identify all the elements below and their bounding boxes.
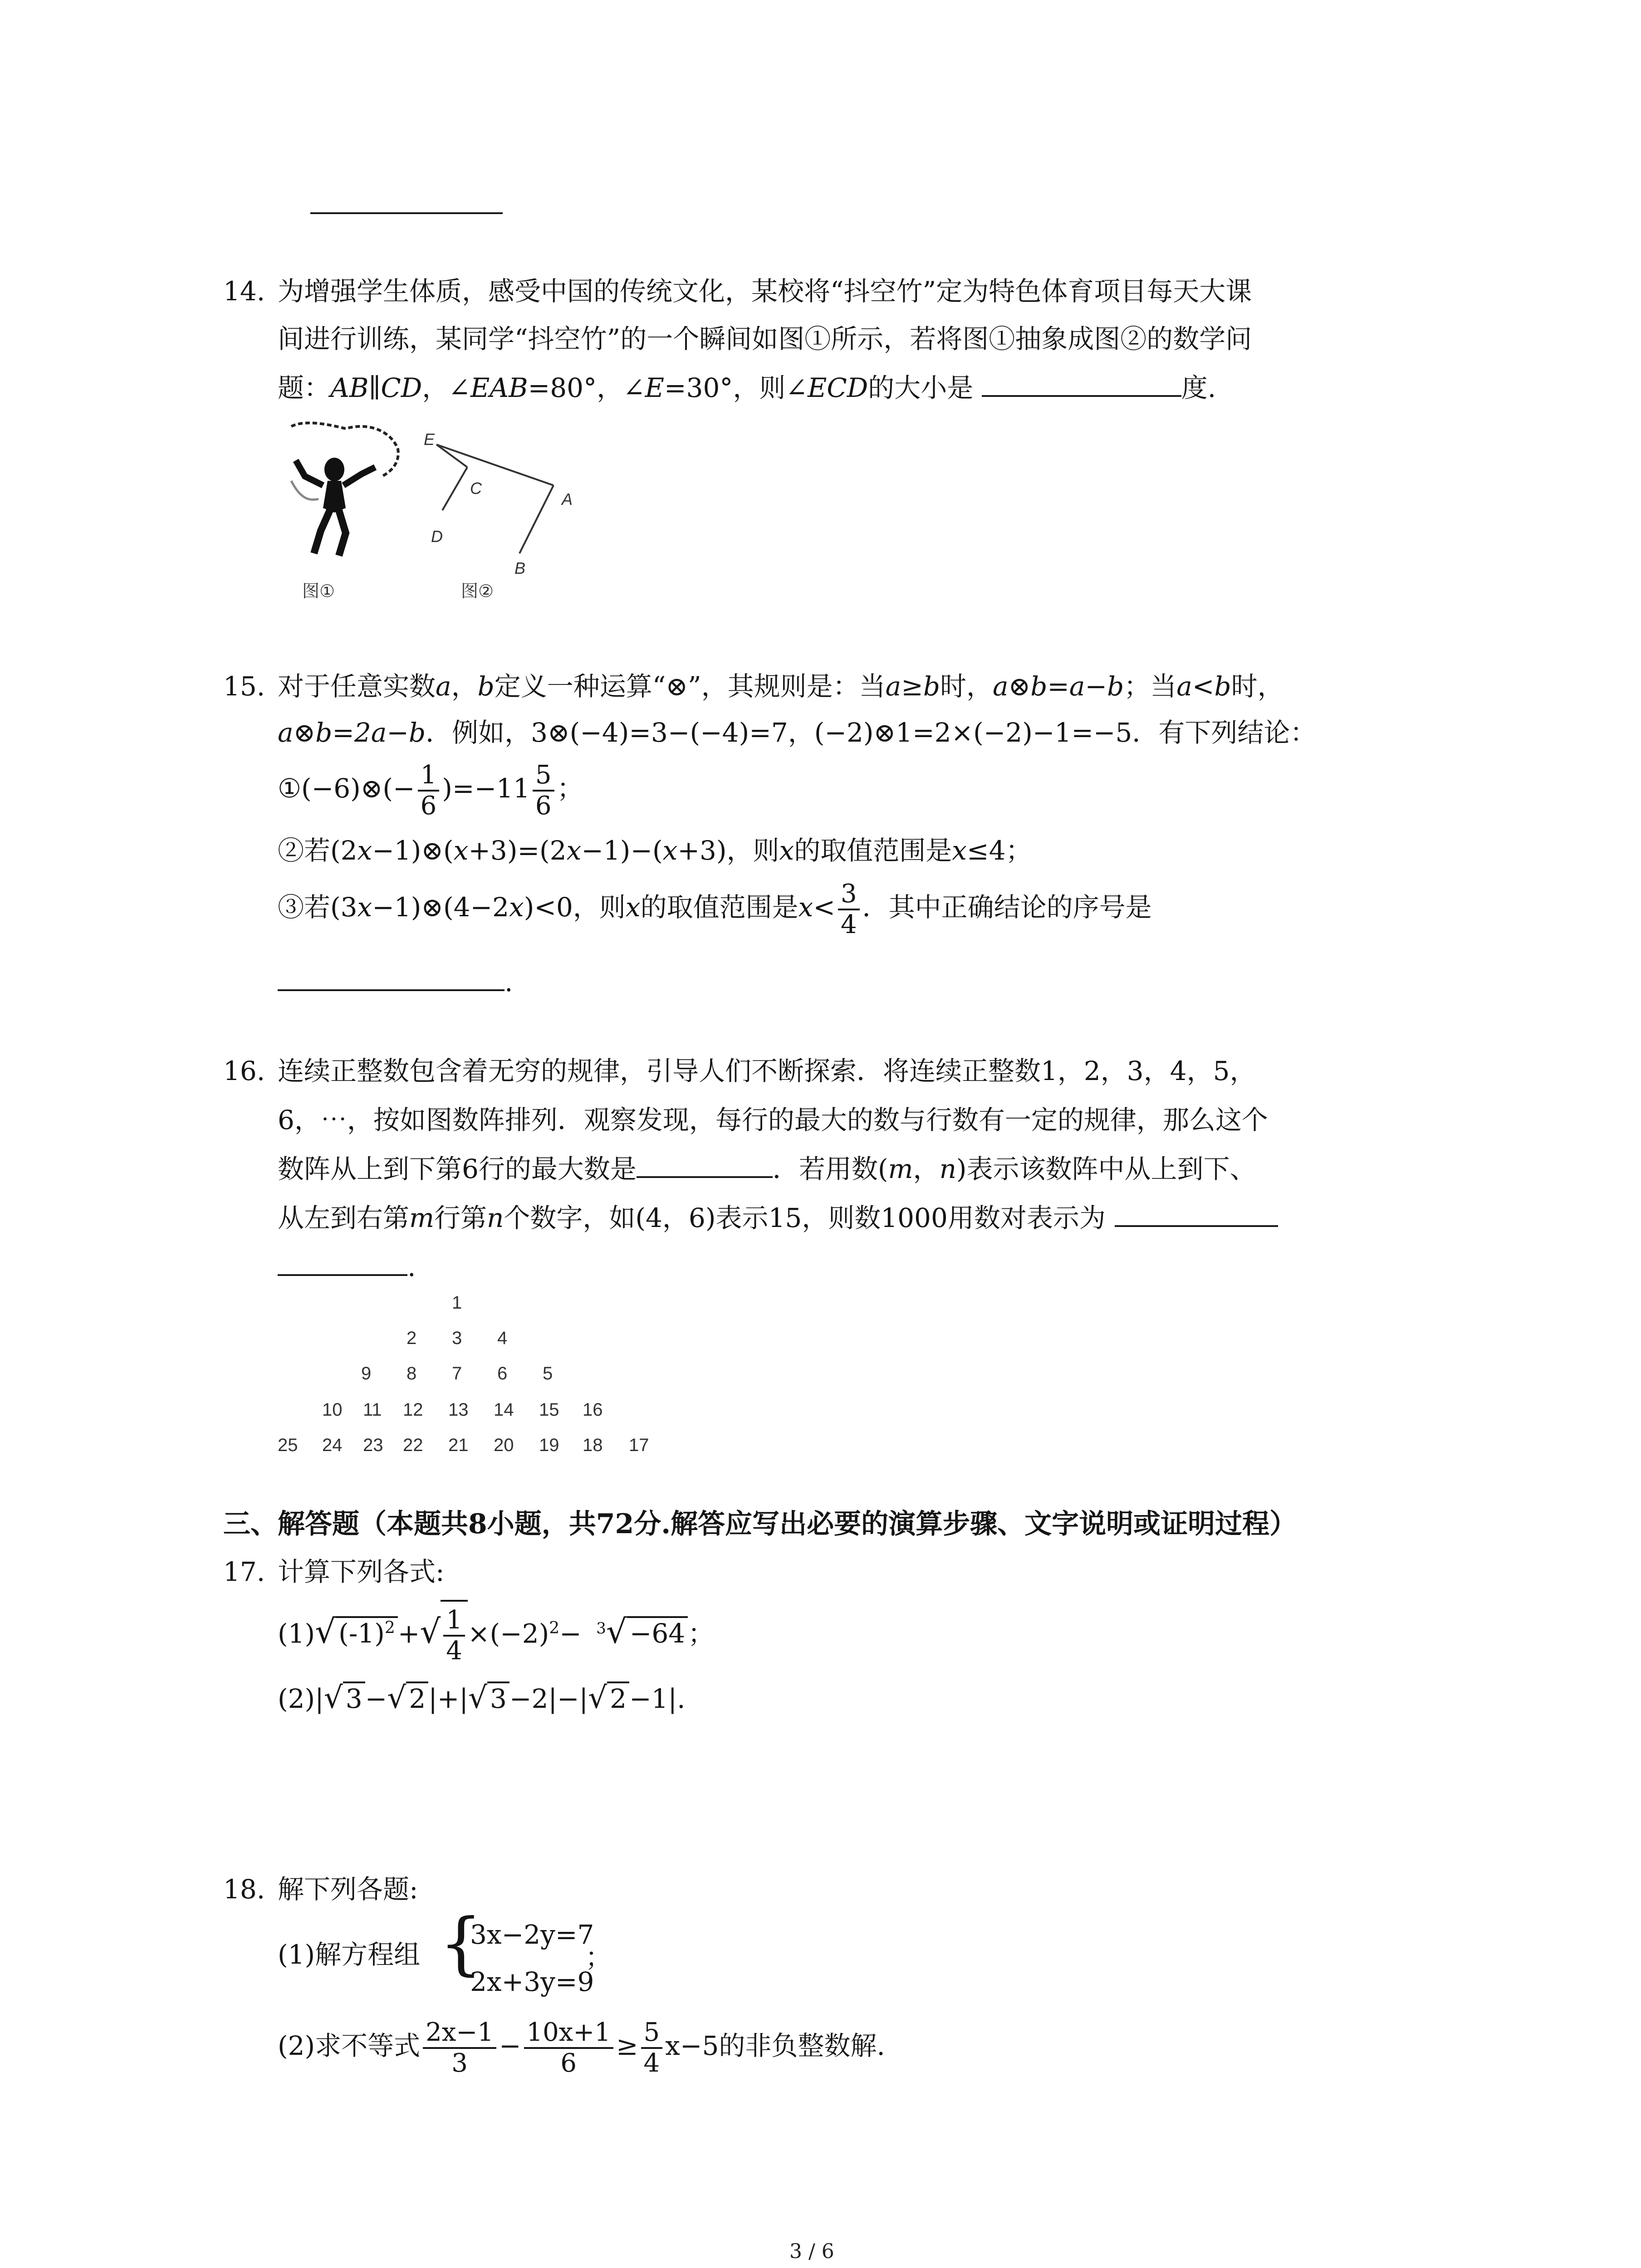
- q14-answer-blank: [982, 395, 1181, 397]
- array-cell: 12: [403, 1400, 423, 1420]
- q17-part-1: (1)√ $(-1)^2$ +√ $\frac{1}{4}$ $\times(-2)^2- ^3√ -64$ ；: [278, 1597, 714, 1666]
- array-cell: 14: [494, 1400, 514, 1420]
- q17-number: 17.: [223, 1556, 265, 1587]
- array-cell: 23: [363, 1435, 383, 1455]
- q15-answer-line: .: [278, 969, 513, 995]
- q16-answer-blank-2b: [278, 1274, 407, 1276]
- q17-part-2: (2)|√ 3 −√ 2 |+|√ 3 −2|−|√ 2 −1|.: [278, 1680, 686, 1715]
- q14-number: 14.: [223, 276, 265, 307]
- array-cell: 16: [583, 1400, 603, 1420]
- array-cell: 1: [452, 1293, 462, 1313]
- array-cell: 21: [448, 1435, 469, 1455]
- q18-part-1-end: ；: [585, 1942, 612, 1973]
- q14-point-A: A: [562, 490, 573, 508]
- array-cell: 17: [629, 1435, 649, 1455]
- q16-answer-blank-1: [637, 1176, 773, 1178]
- array-cell: 19: [539, 1435, 559, 1455]
- q14-line1: 为增强学生体质，感受中国的传统文化，某校将“抖空竹”定为特色体育项目每天大课: [278, 276, 1252, 307]
- array-cell: 5: [543, 1364, 553, 1383]
- q15-number: 15.: [223, 671, 265, 702]
- page-number: 3 / 6: [789, 2240, 834, 2263]
- q16-number: 16.: [223, 1056, 265, 1086]
- q15-conclusion-1: ①(−6)⊗(− $\frac{1}{6}$ )=−11 $\frac{5}{6}$ ；: [278, 760, 583, 821]
- q15-line2: a⊗b=2a−b．例如，3⊗(−4)=3−(−4)=7，(−2)⊗1=2×(−2)−1=−5．有下列结论：: [278, 717, 1317, 748]
- q14-point-D: D: [431, 527, 443, 546]
- q16-number-array: [278, 1293, 668, 1465]
- q18-number: 18.: [223, 1874, 265, 1905]
- q14-figure-2-caption: 图②: [461, 581, 494, 601]
- q15-conclusion-2: ②若(2x−1)⊗(x+3)=(2x−1)−(x+3)，则x的取值范围是x≤4；: [278, 835, 1032, 866]
- answer-blank-prev: [310, 212, 503, 214]
- array-cell: 4: [497, 1328, 508, 1348]
- array-cell: 25: [278, 1435, 298, 1455]
- q16-line5: .: [278, 1254, 416, 1280]
- array-cell: 2: [407, 1328, 417, 1348]
- array-cell: 15: [539, 1400, 559, 1420]
- array-cell: 8: [407, 1364, 417, 1383]
- q14-figure-1-caption: 图①: [302, 581, 335, 601]
- array-cell: 20: [494, 1435, 514, 1455]
- q18-title: 解下列各题:: [278, 1874, 418, 1905]
- q18-part-1-label: (1)解方程组: [278, 1939, 421, 1970]
- q14-point-E: E: [424, 430, 435, 449]
- q14-figure-1-photo: [278, 417, 409, 562]
- array-cell: 10: [322, 1400, 343, 1420]
- array-cell: 9: [361, 1364, 372, 1383]
- array-cell: 18: [583, 1435, 603, 1455]
- section-3-title: 三、解答题（本题共8小题，共72分.解答应写出必要的演算步骤、文字说明或证明过程）: [223, 1508, 1297, 1540]
- q14-line2: 间进行训练，某同学“抖空竹”的一个瞬间如图①所示，若将图①抽象成图②的数学问: [278, 323, 1252, 354]
- q16-line4: 从左到右第m行第n个数字，如(4，6)表示15，则数1000用数对表示为: [278, 1205, 1278, 1231]
- array-cell: 7: [452, 1364, 462, 1383]
- q18-equation-1: 3x−2y=7: [470, 1919, 594, 1950]
- q14-point-B: B: [514, 559, 526, 577]
- array-cell: 13: [448, 1400, 469, 1420]
- array-cell: 11: [363, 1400, 382, 1420]
- array-cell: 6: [497, 1364, 508, 1383]
- q16-answer-blank-2a: [1115, 1225, 1278, 1227]
- array-cell: 3: [452, 1328, 462, 1348]
- q18-equation-2: 2x+3y=9: [470, 1966, 594, 1997]
- q14-figure-2-diagram: [417, 426, 581, 576]
- array-cell: 22: [403, 1435, 423, 1455]
- q15-conclusion-3: ③若(3x−1)⊗(4−2x)<0，则x的取值范围是x< $\frac{3}{4}$ ．其中正确结论的序号是: [278, 879, 1152, 939]
- q16-line2: 6，⋯，按如图数阵排列．观察发现，每行的最大的数与行数有一定的规律，那么这个: [278, 1105, 1268, 1135]
- q18-part-2: (2)求不等式 $\frac{2x-1}{3}$ − $\frac{10x+1}{6}$ ≥ $\frac{5}{4}$ x−5的非负整数解.: [278, 2017, 885, 2078]
- q16-line1: 连续正整数包含着无穷的规律，引导人们不断探索．将连续正整数1，2，3，4，5，: [278, 1056, 1256, 1086]
- q14-line3: 题：AB∥CD，∠EAB=80°，∠E=30°，则∠ECD的大小是 度.: [278, 372, 1216, 403]
- q15-answer-blank: [278, 989, 505, 991]
- q16-line3: 数阵从上到下第6行的最大数是 ．若用数(m，n)表示该数阵中从上到下、: [278, 1154, 1256, 1184]
- q15-line1: 对于任意实数a，b定义一种运算“⊗”，其规则是：当a≥b时，a⊗b=a−b；当a<b时，: [278, 671, 1284, 702]
- q17-title: 计算下列各式:: [278, 1556, 445, 1587]
- q14-point-C: C: [470, 479, 482, 498]
- array-cell: 24: [322, 1435, 343, 1455]
- q18-system-brace: {: [439, 1904, 483, 1983]
